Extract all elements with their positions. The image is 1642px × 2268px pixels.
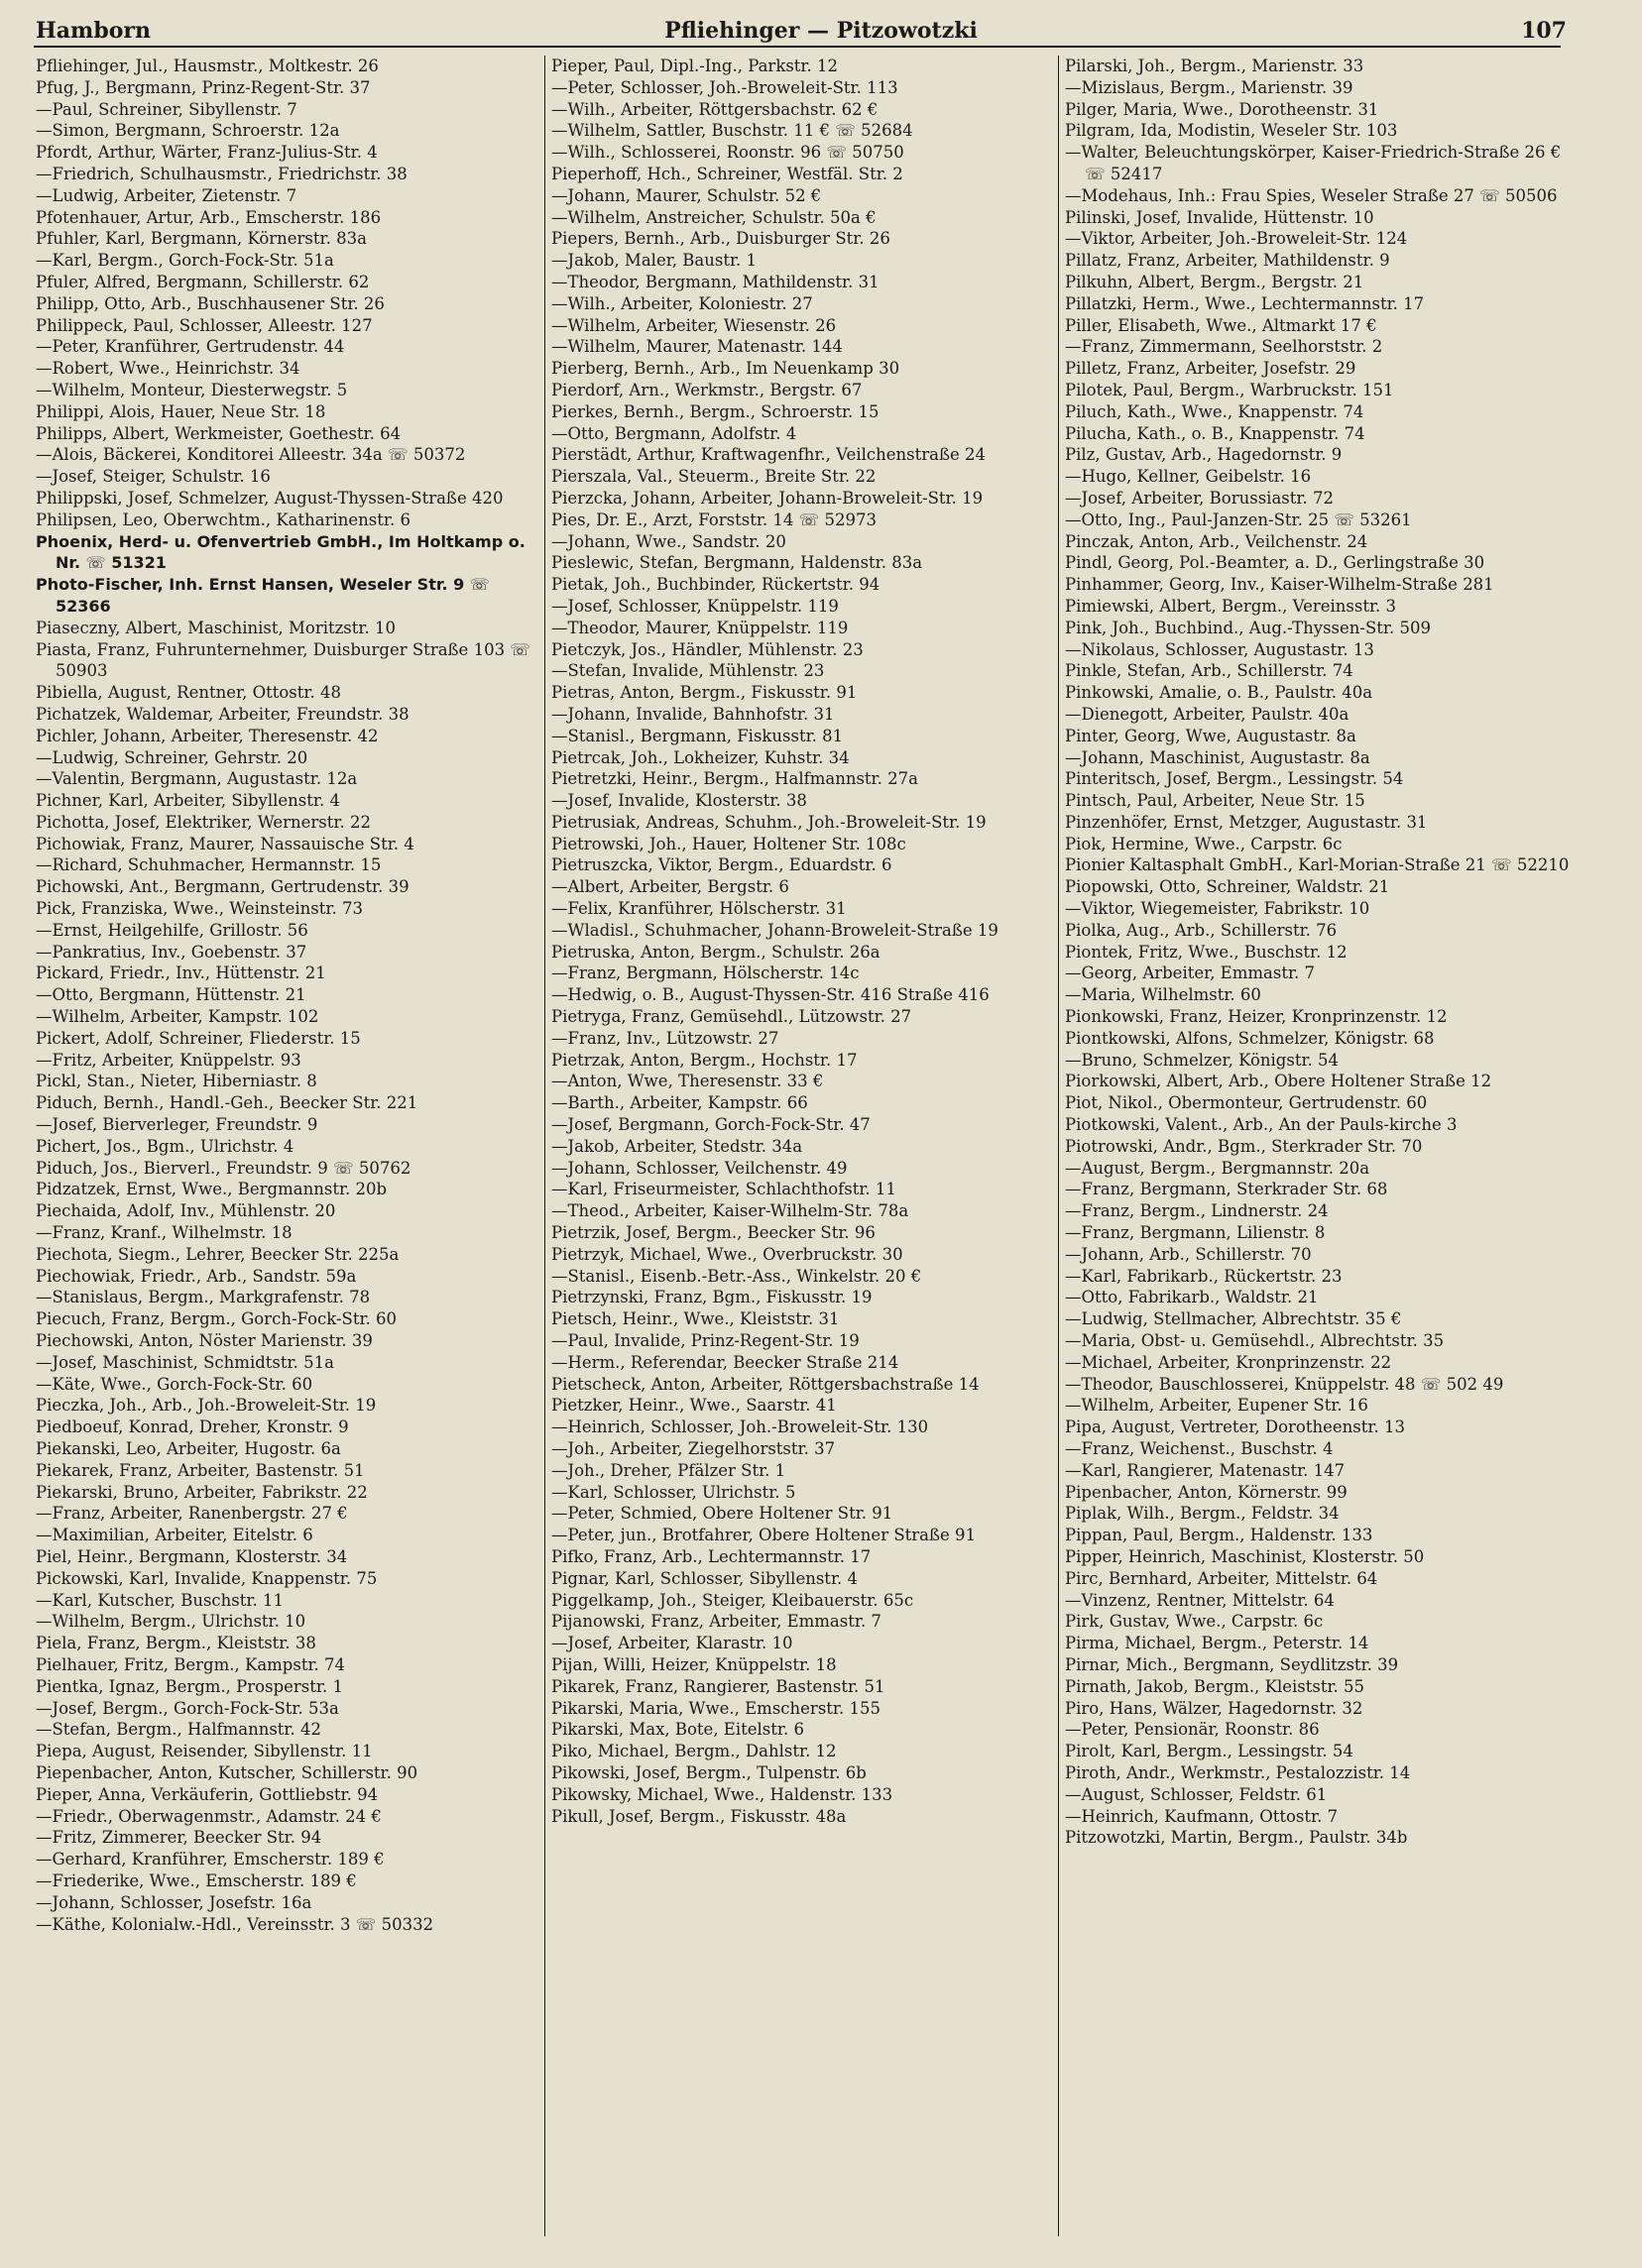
directory-entry: Pikarski, Max, Bote, Eitelstr. 6 [551,1720,804,1740]
directory-entry: —Heinrich, Kaufmann, Ottostr. 7 [1065,1806,1339,1826]
directory-entry: —Bruno, Schmelzer, Königstr. 54 [1065,1050,1340,1070]
directory-entry: Piechowski, Anton, Nöster Marienstr. 39 [36,1331,373,1351]
column-divider [544,56,545,2236]
directory-entry: Pirnath, Jakob, Bergm., Kleiststr. 55 [1065,1676,1365,1696]
directory-entry: Pikowski, Josef, Bergm., Tulpenstr. 6b [551,1762,867,1782]
directory-entry: Pieper, Anna, Verkäuferin, Gottliebstr. 94 [36,1784,379,1804]
directory-entry: Piekarek, Franz, Arbeiter, Bastenstr. 51 [36,1460,365,1480]
directory-entry: —Maximilian, Arbeiter, Eitelstr. 6 [36,1526,313,1545]
directory-entry: —Ludwig, Schreiner, Gehrstr. 20 [36,747,308,767]
directory-entry: —Peter, Kranführer, Gertrudenstr. 44 [36,337,345,357]
directory-entry: —Josef, Arbeiter, Borussiastr. 72 [1065,488,1334,508]
directory-entry: —Wilh., Arbeiter, Röttgersbachstr. 62 € [551,99,879,119]
directory-entry: Piotkowski, Valent., Arb., An der Pauls-kirche 3 [1065,1115,1458,1135]
directory-entry: —Peter, Schmied, Obere Holtener Str. 91 [551,1504,893,1524]
directory-entry: —Albert, Arbeiter, Bergstr. 6 [551,877,789,897]
directory-entry: Pickert, Adolf, Schreiner, Fliederstr. 15 [36,1028,361,1048]
directory-entry: —August, Schlosser, Feldstr. 61 [1065,1784,1328,1804]
directory-entry: —Wilh., Schlosserei, Roonstr. 96 ☏ 50750 [551,143,904,163]
directory-entry: Pink, Joh., Buchbind., Aug.-Thyssen-Str. 509 [1065,618,1431,637]
directory-entry: —Johann, Arb., Schillerstr. 70 [1065,1244,1312,1264]
directory-entry: —Paul, Invalide, Prinz-Regent-Str. 19 [551,1331,860,1351]
directory-entry: Piduch, Bernh., Handl.-Geh., Beecker Str. 221 [36,1093,418,1113]
directory-entry: —Modehaus, Inh.: Frau Spies, Weseler Straße 27 ☏ 50506 [1065,185,1558,205]
directory-entry: Piechowiak, Friedr., Arb., Sandstr. 59a [36,1266,357,1286]
directory-entry: Piroth, Andr., Werkmstr., Pestalozzistr. 14 [1065,1762,1411,1782]
directory-entry: —Michael, Arbeiter, Kronprinzenstr. 22 [1065,1352,1392,1372]
directory-entry: Pinteritsch, Josef, Bergm., Lessingstr. 54 [1065,769,1404,789]
directory-entry: —Theodor, Maurer, Knüppelstr. 119 [551,618,849,637]
directory-entry: —Simon, Bergmann, Schroerstr. 12a [36,121,340,141]
directory-entry: —Wilhelm, Sattler, Buschstr. 11 € ☏ 52684 [551,121,913,141]
directory-entry: Pilinski, Josef, Invalide, Hüttenstr. 10 [1065,207,1374,227]
directory-entry: Pierstädt, Arthur, Kraftwagenfhr., Veilchenstraße 24 [551,445,986,465]
directory-entry: —Friedrich, Schulhausmstr., Friedrichstr. 38 [36,164,408,183]
directory-entry: Pignar, Karl, Schlosser, Sibyllenstr. 4 [551,1568,859,1588]
directory-entry: Pippan, Paul, Bergm., Haldenstr. 133 [1065,1526,1373,1545]
directory-entry: —Wilhelm, Bergm., Ulrichstr. 10 [36,1612,306,1632]
directory-entry: —Theod., Arbeiter, Kaiser-Wilhelm-Str. 78a [551,1201,909,1221]
header-city: Hamborn [36,18,151,44]
directory-entry: Pietzker, Heinr., Wwe., Saarstr. 41 [551,1396,837,1416]
directory-entry: Pietryga, Franz, Gemüsehdl., Lützowstr. 27 [551,1007,912,1027]
directory-entry: Pionier Kaltasphalt GmbH., Karl-Morian-Straße 21 ☏ 52210 [1065,855,1570,875]
directory-entry: —Peter, Pensionär, Roonstr. 86 [1065,1720,1320,1740]
directory-entry: Pierszala, Val., Steuerm., Breite Str. 22 [551,467,877,487]
directory-entry: Piontkowski, Alfons, Schmelzer, Königstr. 68 [1065,1028,1435,1048]
directory-entry: —Georg, Arbeiter, Emmastr. 7 [1065,964,1316,983]
directory-entry: —Franz, Arbeiter, Ranenbergstr. 27 € [36,1504,348,1524]
directory-entry: —Valentin, Bergmann, Augustastr. 12a [36,769,358,789]
directory-entry: —Franz, Bergmann, Lilienstr. 8 [1065,1223,1326,1243]
directory-entry: —Fritz, Zimmerer, Beecker Str. 94 [36,1828,322,1848]
directory-entry: Pikarek, Franz, Rangierer, Bastenstr. 51 [551,1676,885,1696]
directory-entry: —Theodor, Bergmann, Mathildenstr. 31 [551,272,880,291]
page-number: 107 [1521,18,1567,44]
directory-entry: —Robert, Wwe., Heinrichstr. 34 [36,359,300,379]
directory-entry: —Josef, Invalide, Klosterstr. 38 [551,791,807,811]
directory-entry: —Maria, Wilhelmstr. 60 [1065,985,1261,1005]
directory-entry: —Felix, Kranführer, Hölscherstr. 31 [551,899,847,919]
directory-entry: —Josef, Maschinist, Schmidtstr. 51a [36,1352,334,1372]
directory-entry: Pientka, Ignaz, Bergm., Prosperstr. 1 [36,1676,343,1696]
directory-entry: —Joh., Arbeiter, Ziegelhorststr. 37 [551,1439,836,1458]
directory-entry: Pirolt, Karl, Bergm., Lessingstr. 54 [1065,1742,1353,1761]
directory-entry: Piekarski, Bruno, Arbeiter, Fabrikstr. 22 [36,1482,368,1502]
directory-entry: —Wladisl., Schuhmacher, Johann-Broweleit-Straße 19 [551,920,998,940]
column-3 [1065,56,1571,1849]
directory-entry: —Otto, Bergmann, Hüttenstr. 21 [36,985,306,1005]
directory-entry: —Käthe, Kolonialw.-Hdl., Vereinsstr. 3 ☏ 50332 [36,1914,434,1934]
directory-entry: Pichert, Jos., Bgm., Ulrichstr. 4 [36,1136,294,1156]
directory-entry: —Hedwig, o. B., August-Thyssen-Str. 416 Straße 416 [551,985,990,1005]
directory-entry: —Viktor, Wiegemeister, Fabrikstr. 10 [1065,899,1370,919]
directory-entry: Pfuhler, Karl, Bergmann, Körnerstr. 83a [36,229,367,249]
directory-entry: —Otto, Ing., Paul-Janzen-Str. 25 ☏ 53261 [1065,510,1412,529]
directory-entry: —Franz, Weichenst., Buschstr. 4 [1065,1439,1334,1458]
directory-entry: —Peter, Schlosser, Joh.-Broweleit-Str. 113 [551,77,898,97]
directory-entry: —Karl, Kutscher, Buschstr. 11 [36,1590,284,1610]
directory-entry: —Ludwig, Arbeiter, Zietenstr. 7 [36,185,297,205]
directory-entry: Pietretzki, Heinr., Bergm., Halfmannstr. 27a [551,769,918,789]
directory-entry: —Ludwig, Stellmacher, Albrechtstr. 35 € [1065,1309,1402,1329]
directory-entry: —Dienegott, Arbeiter, Paulstr. 40a [1065,704,1349,724]
directory-entry: Pickard, Friedr., Inv., Hüttenstr. 21 [36,964,326,983]
directory-entry: —Herm., Referendar, Beecker Straße 214 [551,1352,899,1372]
directory-entry: —Alois, Bäckerei, Konditorei Alleestr. 34a ☏ 50372 [36,445,466,465]
directory-entry: —Richard, Schuhmacher, Hermannstr. 15 [36,855,382,875]
directory-entry: —Heinrich, Schlosser, Joh.-Broweleit-Str. 130 [551,1418,929,1437]
directory-entry: —Stanisl., Eisenb.-Betr.-Ass., Winkelstr. 20 € [551,1266,922,1286]
directory-entry: Pietsch, Heinr., Wwe., Kleiststr. 31 [551,1309,840,1329]
directory-entry: Pichner, Karl, Arbeiter, Sibyllenstr. 4 [36,791,340,811]
directory-entry: Pierkes, Bernh., Bergm., Schroerstr. 15 [551,401,880,421]
directory-entry: Pierberg, Bernh., Arb., Im Neuenkamp 30 [551,359,900,379]
directory-entry: —Josef, Bierverleger, Freundstr. 9 [36,1115,318,1135]
directory-entry: —Maria, Obst- u. Gemüsehdl., Albrechtstr. 35 [1065,1331,1445,1351]
directory-entry: —Walter, Beleuchtungskörper, Kaiser-Friedrich-Straße 26 € ☏ 52417 [1065,143,1562,183]
directory-entry: Pietscheck, Anton, Arbeiter, Röttgersbachstraße 14 [551,1374,980,1394]
directory-entry: —Anton, Wwe, Theresenstr. 33 € [551,1072,824,1091]
directory-entry: Pichatzek, Waldemar, Arbeiter, Freundstr. 38 [36,704,410,724]
directory-entry: —Paul, Schreiner, Sibyllenstr. 7 [36,99,297,119]
header-rule [34,46,1561,48]
directory-entry: Piaseczny, Albert, Maschinist, Moritzstr. 10 [36,618,396,637]
directory-entry: Philipsen, Leo, Oberwchtm., Katharinenstr. 6 [36,510,410,529]
directory-entry: —Stanisl., Bergmann, Fiskusstr. 81 [551,726,844,745]
directory-entry: Pifko, Franz, Arb., Lechtermannstr. 17 [551,1546,872,1566]
directory-entry: —Franz, Zimmermann, Seelhorststr. 2 [1065,337,1383,357]
directory-entry: —Joh., Dreher, Pfälzer Str. 1 [551,1460,786,1480]
column-1 [36,56,541,1935]
directory-entry: —Fritz, Arbeiter, Knüppelstr. 93 [36,1050,301,1070]
directory-entry: —Stanislaus, Bergm., Markgrafenstr. 78 [36,1288,371,1307]
directory-entry: —Vinzenz, Rentner, Mittelstr. 64 [1065,1590,1335,1610]
directory-entry: —Jakob, Arbeiter, Stedstr. 34a [551,1136,803,1156]
directory-entry: —Jakob, Maler, Baustr. 1 [551,251,758,271]
directory-entry: Pipenbacher, Anton, Körnerstr. 99 [1065,1482,1348,1502]
directory-entry: —Wilhelm, Arbeiter, Eupener Str. 16 [1065,1396,1368,1416]
directory-entry: —Ernst, Heilgehilfe, Grillostr. 56 [36,920,308,940]
directory-entry: —Franz, Bergm., Lindnerstr. 24 [1065,1201,1329,1221]
directory-entry: Piopowski, Otto, Schreiner, Waldstr. 21 [1065,877,1390,897]
directory-entry: Philippski, Josef, Schmelzer, August-Thyssen-Straße 420 [36,488,504,508]
directory-entry: Pietak, Joh., Buchbinder, Rückertstr. 94 [551,575,880,595]
directory-entry: Pindl, Georg, Pol.-Beamter, a. D., Gerlingstraße 30 [1065,553,1485,573]
directory-entry: Philipp, Otto, Arb., Buschhausener Str. 26 [36,293,385,313]
directory-entry: Pinkle, Stefan, Arb., Schillerstr. 74 [1065,661,1353,681]
directory-entry: Pichotta, Josef, Elektriker, Wernerstr. 22 [36,812,371,832]
directory-entry: —Pankratius, Inv., Goebenstr. 37 [36,942,307,962]
directory-entry: Pielhauer, Fritz, Bergm., Kampstr. 74 [36,1654,346,1674]
directory-entry: —Friederike, Wwe., Emscherstr. 189 € [36,1871,357,1890]
directory-entry: Piduch, Jos., Bierverl., Freundstr. 9 ☏ 50762 [36,1158,411,1178]
directory-entry: Pikowsky, Michael, Wwe., Haldenstr. 133 [551,1784,893,1804]
directory-entry: Piluch, Kath., Wwe., Knappenstr. 74 [1065,401,1364,421]
directory-entry: Piel, Heinr., Bergmann, Klosterstr. 34 [36,1546,348,1566]
directory-entry: Pieperhoff, Hch., Schreiner, Westfäl. Str. 2 [551,164,903,183]
directory-entry: Piepa, August, Reisender, Sibyllenstr. 11 [36,1742,373,1761]
directory-entry: Pirnar, Mich., Bergmann, Seydlitzstr. 39 [1065,1654,1399,1674]
directory-entry: Pfliehinger, Jul., Hausmstr., Moltkestr. 26 [36,57,379,75]
directory-entry: Piechota, Siegm., Lehrer, Beecker Str. 225a [36,1244,400,1264]
directory-entry: —Wilhelm, Arbeiter, Wiesenstr. 26 [551,315,837,335]
directory-entry: Pietrzyk, Michael, Wwe., Overbruckstr. 30 [551,1244,903,1264]
header-range: Pfliehinger — Pitzowotzki [664,18,978,44]
directory-entry: —Josef, Arbeiter, Klarastr. 10 [551,1634,793,1653]
directory-entry: Pieczka, Joh., Arb., Joh.-Broweleit-Str. 19 [36,1396,377,1416]
directory-entry: Piekanski, Leo, Arbeiter, Hugostr. 6a [36,1439,341,1458]
directory-entry: Philippi, Alois, Hauer, Neue Str. 18 [36,401,326,421]
directory-entry: Pietrusiak, Andreas, Schuhm., Joh.-Broweleit-Str. 19 [551,812,987,832]
directory-entry: Pimiewski, Albert, Bergm., Vereinsstr. 3 [1065,596,1397,616]
directory-entry: —Otto, Bergmann, Adolfstr. 4 [551,423,797,443]
directory-entry: —August, Bergm., Bergmannstr. 20a [1065,1158,1370,1178]
directory-entry: Piechaida, Adolf, Inv., Mühlenstr. 20 [36,1201,336,1221]
directory-entry: Pieper, Paul, Dipl.-Ing., Parkstr. 12 [551,57,838,75]
directory-entry: Pikarski, Maria, Wwe., Emscherstr. 155 [551,1698,880,1718]
directory-entry: Pirc, Bernhard, Arbeiter, Mittelstr. 64 [1065,1568,1378,1588]
directory-entry: Pietrzik, Josef, Bergm., Beecker Str. 96 [551,1223,876,1243]
directory-entry: —Wilhelm, Anstreicher, Schulstr. 50a € [551,207,877,227]
directory-entry: Pfug, J., Bergmann, Prinz-Regent-Str. 37 [36,77,371,97]
directory-entry: Pijan, Willi, Heizer, Knüppelstr. 18 [551,1654,837,1674]
directory-entry: —Wilhelm, Monteur, Diesterwegstr. 5 [36,380,348,399]
directory-entry: —Josef, Steiger, Schulstr. 16 [36,467,271,487]
directory-entry: —Stefan, Invalide, Mühlenstr. 23 [551,661,825,681]
directory-entry: Piecuch, Franz, Bergm., Gorch-Fock-Str. 60 [36,1309,398,1329]
directory-entry: —Josef, Bergmann, Gorch-Fock-Str. 47 [551,1115,871,1135]
directory-entry: Pillatz, Franz, Arbeiter, Mathildenstr. 9 [1065,251,1390,271]
directory-entry: Pinzenhöfer, Ernst, Metzger, Augustastr. 31 [1065,812,1428,832]
directory-entry: Piok, Hermine, Wwe., Carpstr. 6c [1065,834,1343,853]
directory-entry: —Wilhelm, Arbeiter, Kampstr. 102 [36,1007,319,1027]
directory-entry: Philipps, Albert, Werkmeister, Goethestr. 64 [36,423,402,443]
directory-entry: —Johann, Maschinist, Augustastr. 8a [1065,747,1370,767]
directory-entry: —Wilhelm, Maurer, Matenastr. 144 [551,337,843,357]
directory-entry: Pfotenhauer, Artur, Arb., Emscherstr. 186 [36,207,382,227]
directory-entry: Pilz, Gustav, Arb., Hagedornstr. 9 [1065,445,1343,465]
directory-entry: Pietras, Anton, Bergm., Fiskusstr. 91 [551,683,858,703]
directory-entry: Pirma, Michael, Bergm., Peterstr. 14 [1065,1634,1369,1653]
directory-entry: —Karl, Fabrikarb., Rückertstr. 23 [1065,1266,1343,1286]
directory-entry: Piolka, Aug., Arb., Schillerstr. 76 [1065,920,1338,940]
directory-entry: Pillatzki, Herm., Wwe., Lechtermannstr. 17 [1065,293,1425,313]
directory-entry: Pilotek, Paul, Bergm., Warbruckstr. 151 [1065,380,1394,399]
directory-entry: —Nikolaus, Schlosser, Augustastr. 13 [1065,639,1374,659]
directory-entry: —Karl, Friseurmeister, Schlachthofstr. 11 [551,1180,896,1199]
directory-entry: Philippeck, Paul, Schlosser, Alleestr. 127 [36,315,373,335]
directory-entry: Pinkowski, Amalie, o. B., Paulstr. 40a [1065,683,1373,703]
directory-entry: Pinczak, Anton, Arb., Veilchenstr. 24 [1065,531,1368,551]
directory-entry: Pfuler, Alfred, Bergmann, Schillerstr. 62 [36,272,370,291]
column-divider [1058,56,1059,2236]
directory-entry: Pfordt, Arthur, Wärter, Franz-Julius-Str. 4 [36,143,378,163]
directory-entry: —Franz, Bergmann, Sterkrader Str. 68 [1065,1180,1388,1199]
directory-entry: Pieslewic, Stefan, Bergmann, Haldenstr. 83a [551,553,923,573]
directory-entry: Piasta, Franz, Fuhrunternehmer, Duisburger Straße 103 ☏ 50903 [36,639,530,681]
directory-entry: —Johann, Maurer, Schulstr. 52 € [551,185,822,205]
directory-entry: Pidzatzek, Ernst, Wwe., Bergmannstr. 20b [36,1180,388,1199]
directory-entry: Pichowski, Ant., Bergmann, Gertrudenstr. 39 [36,877,410,897]
directory-entry: Pinhammer, Georg, Inv., Kaiser-Wilhelm-Straße 281 [1065,575,1494,595]
directory-entry: —Wilh., Arbeiter, Koloniestr. 27 [551,293,813,313]
directory-entry: Pitzowotzki, Martin, Bergm., Paulstr. 34b [1065,1828,1408,1848]
directory-entry: —Peter, jun., Brotfahrer, Obere Holtener Straße 91 [551,1526,977,1545]
directory-entry: —Hugo, Kellner, Geibelstr. 16 [1065,467,1312,487]
directory-entry: Pichowiak, Franz, Maurer, Nassauische Str. 4 [36,834,414,853]
directory-entry: —Gerhard, Kranführer, Emscherstr. 189 € [36,1850,385,1870]
directory-entry: Pibiella, August, Rentner, Ottostr. 48 [36,683,341,703]
directory-entry: Piro, Hans, Wälzer, Hagedornstr. 32 [1065,1698,1363,1718]
directory-entry: —Barth., Arbeiter, Kampstr. 66 [551,1093,808,1113]
directory-entry: Pietrzynski, Franz, Bgm., Fiskusstr. 19 [551,1288,873,1307]
directory-entry: Pichler, Johann, Arbeiter, Theresenstr. 42 [36,726,379,745]
directory-entry: Photo-Fischer, Inh. Ernst Hansen, Weseler Str. 9 ☏ 52366 [36,575,490,616]
directory-entry: —Johann, Schlosser, Veilchenstr. 49 [551,1158,848,1178]
directory-entry: Pies, Dr. E., Arzt, Forststr. 14 ☏ 52973 [551,510,878,529]
directory-entry: Pilletz, Franz, Arbeiter, Josefstr. 29 [1065,359,1356,379]
directory-entry: —Josef, Schlosser, Knüppelstr. 119 [551,596,839,616]
directory-entry: Piela, Franz, Bergm., Kleiststr. 38 [36,1634,316,1653]
directory-entry: Pietrowski, Joh., Hauer, Holtener Str. 108c [551,834,906,853]
directory-entry: —Josef, Bergm., Gorch-Fock-Str. 53a [36,1698,339,1718]
column-2 [551,56,1057,1827]
directory-entry: Piggelkamp, Joh., Steiger, Kleibauerstr. 65c [551,1590,914,1610]
directory-entry: —Otto, Fabrikarb., Waldstr. 21 [1065,1288,1319,1307]
directory-entry: Pierzcka, Johann, Arbeiter, Johann-Broweleit-Str. 19 [551,488,984,508]
directory-entry: —Karl, Schlosser, Ulrichstr. 5 [551,1482,796,1502]
directory-entry: Piepers, Bernh., Arb., Duisburger Str. 26 [551,229,890,249]
directory-entry: Pierdorf, Arn., Werkmstr., Bergstr. 67 [551,380,863,399]
directory-entry: —Franz, Inv., Lützowstr. 27 [551,1028,779,1048]
directory-entry: Pietrcak, Joh., Lokheizer, Kuhstr. 34 [551,747,850,767]
directory-entry: —Mizislaus, Bergm., Marienstr. 39 [1065,77,1353,97]
directory-entry: Pick, Franziska, Wwe., Weinsteinstr. 73 [36,899,363,919]
directory-entry: Piko, Michael, Bergm., Dahlstr. 12 [551,1742,837,1761]
directory-entry: Pintsch, Paul, Arbeiter, Neue Str. 15 [1065,791,1365,811]
directory-entry: Pijanowski, Franz, Arbeiter, Emmastr. 7 [551,1612,881,1632]
directory-entry: —Stefan, Bergm., Halfmannstr. 42 [36,1720,321,1740]
directory-entry: Pickowski, Karl, Invalide, Knappenstr. 75 [36,1568,378,1588]
directory-entry: Piotrowski, Andr., Bgm., Sterkrader Str. 70 [1065,1136,1423,1156]
directory-entry: Pietrzak, Anton, Bergm., Hochstr. 17 [551,1050,858,1070]
directory-entry: —Franz, Kranf., Wilhelmstr. 18 [36,1223,293,1243]
directory-entry: Pipper, Heinrich, Maschinist, Klosterstr. 50 [1065,1546,1425,1566]
directory-entry: Pietczyk, Jos., Händler, Mühlenstr. 23 [551,639,864,659]
directory-entry: Piedboeuf, Konrad, Dreher, Kronstr. 9 [36,1418,349,1437]
directory-entry: Phoenix, Herd- u. Ofenvertrieb GmbH., Im Holtkamp o. Nr. ☏ 51321 [36,531,526,573]
directory-entry: Pietruszcka, Viktor, Bergm., Eduardstr. 6 [551,855,892,875]
directory-entry: —Johann, Wwe., Sandstr. 20 [551,531,786,551]
directory-entry: Pipa, August, Vertreter, Dorotheenstr. 13 [1065,1418,1405,1437]
directory-entry: Piorkowski, Albert, Arb., Obere Holtener Straße 12 [1065,1072,1492,1091]
directory-entry: Pilger, Maria, Wwe., Dorotheenstr. 31 [1065,99,1379,119]
directory-entry: —Karl, Rangierer, Matenastr. 147 [1065,1460,1346,1480]
directory-entry: Piot, Nikol., Obermonteur, Gertrudenstr. 60 [1065,1093,1428,1113]
directory-entry: —Viktor, Arbeiter, Joh.-Broweleit-Str. 124 [1065,229,1408,249]
directory-entry: —Franz, Bergmann, Hölscherstr. 14c [551,964,860,983]
directory-entry: Pikull, Josef, Bergm., Fiskusstr. 48a [551,1806,847,1826]
directory-entry: —Johann, Schlosser, Josefstr. 16a [36,1892,312,1912]
directory-entry: Pilarski, Joh., Bergm., Marienstr. 33 [1065,57,1364,75]
directory-entry: Piplak, Wilh., Bergm., Feldstr. 34 [1065,1504,1340,1524]
directory-entry: Pirk, Gustav, Wwe., Carpstr. 6c [1065,1612,1324,1632]
directory-entry: —Friedr., Oberwagenmstr., Adamstr. 24 € [36,1806,382,1826]
directory-entry: Piontek, Fritz, Wwe., Buschstr. 12 [1065,942,1348,962]
directory-entry: —Johann, Invalide, Bahnhofstr. 31 [551,704,835,724]
directory-entry: Pilucha, Kath., o. B., Knappenstr. 74 [1065,423,1365,443]
directory-entry: Piepenbacher, Anton, Kutscher, Schillerstr. 90 [36,1762,418,1782]
directory-entry: Piller, Elisabeth, Wwe., Altmarkt 17 € [1065,315,1377,335]
directory-entry: —Karl, Bergm., Gorch-Fock-Str. 51a [36,251,334,271]
directory-entry: Pinter, Georg, Wwe, Augustastr. 8a [1065,726,1356,745]
directory-entry: Pietruska, Anton, Bergm., Schulstr. 26a [551,942,880,962]
directory-entry: Pilgram, Ida, Modistin, Weseler Str. 103 [1065,121,1398,141]
directory-entry: Pickl, Stan., Nieter, Hiberniastr. 8 [36,1072,317,1091]
directory-entry: —Käte, Wwe., Gorch-Fock-Str. 60 [36,1374,313,1394]
directory-entry: —Theodor, Bauschlosserei, Knüppelstr. 48 ☏ 502 49 [1065,1374,1504,1394]
directory-entry: Pionkowski, Franz, Heizer, Kronprinzenstr. 12 [1065,1007,1448,1027]
directory-entry: Pilkuhn, Albert, Bergm., Bergstr. 21 [1065,272,1364,291]
